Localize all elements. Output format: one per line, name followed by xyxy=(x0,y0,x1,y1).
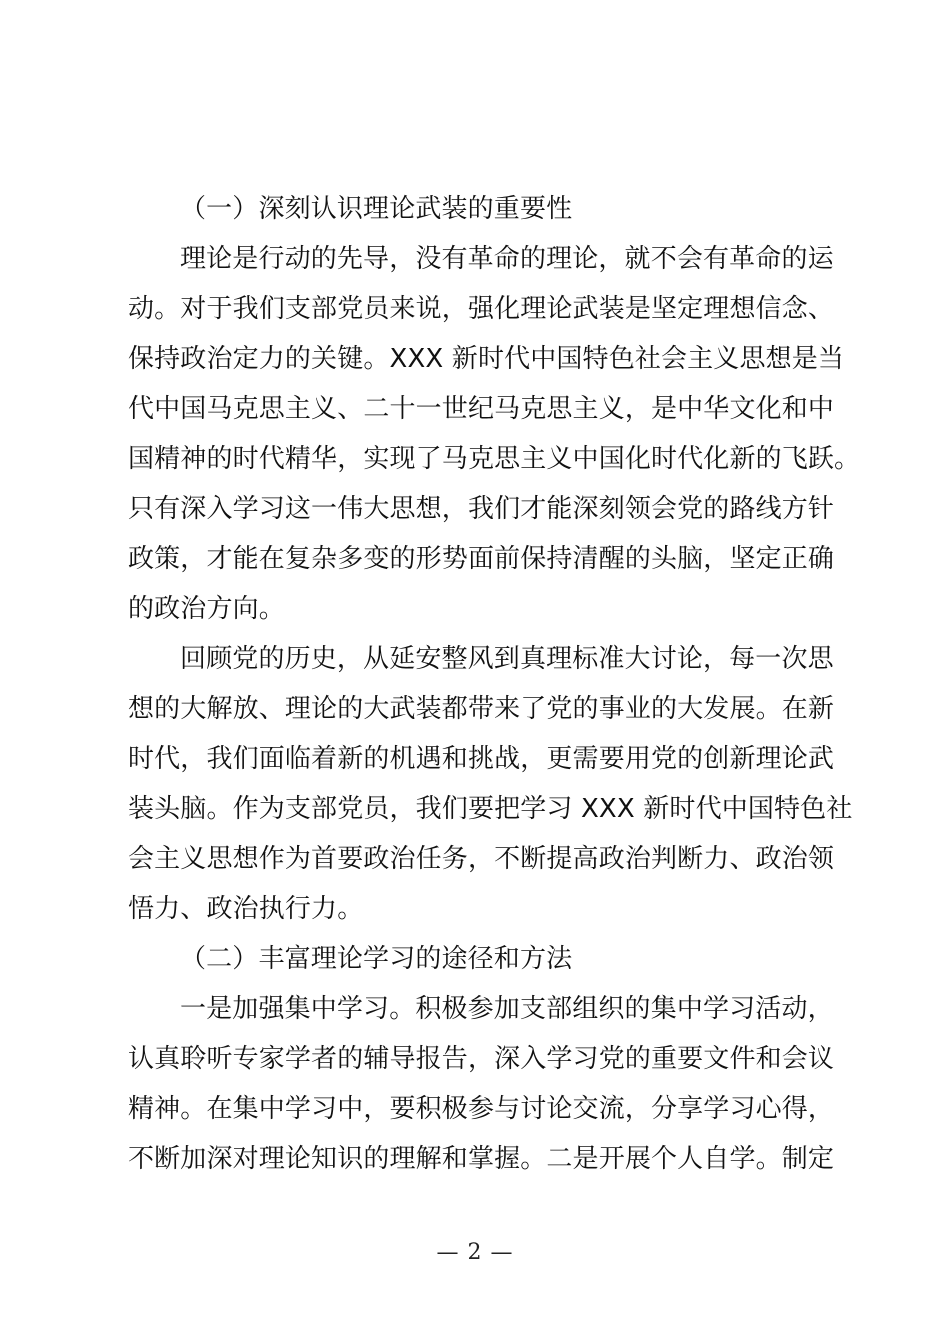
section-heading-1: （一）深刻认识理论武装的重要性 xyxy=(180,194,573,224)
paragraph-1-line-7: 政策，才能在复杂多变的形势面前保持清醒的头脑，坚定正确 xyxy=(128,544,835,574)
paragraph-2-line-6: 悟力、政治执行力。 xyxy=(128,894,364,924)
paragraph-1-line-3: 保持政治定力的关键。XXX 新时代中国特色社会主义思想是当 xyxy=(128,344,845,374)
section-heading-2: （二）丰富理论学习的途径和方法 xyxy=(180,944,573,974)
paragraph-1-line-4: 代中国马克思主义、二十一世纪马克思主义，是中华文化和中 xyxy=(128,394,835,424)
paragraph-3-line-2: 认真聆听专家学者的辅导报告，深入学习党的重要文件和会议 xyxy=(128,1044,835,1074)
paragraph-2-line-2: 想的大解放、理论的大武装都带来了党的事业的大发展。在新 xyxy=(128,694,835,724)
paragraph-2-line-3: 时代，我们面临着新的机遇和挑战，更需要用党的创新理论武 xyxy=(128,744,835,774)
paragraph-3-line-4: 不断加深对理论知识的理解和掌握。二是开展个人自学。制定 xyxy=(128,1144,835,1174)
paragraph-1-line-6: 只有深入学习这一伟大思想，我们才能深刻领会党的路线方针 xyxy=(128,494,835,524)
paragraph-3-line-1: 一是加强集中学习。积极参加支部组织的集中学习活动， xyxy=(180,994,834,1024)
paragraph-2-line-1: 回顾党的历史，从延安整风到真理标准大讨论，每一次思 xyxy=(180,644,834,674)
paragraph-1-line-1: 理论是行动的先导，没有革命的理论，就不会有革命的运 xyxy=(180,244,834,274)
paragraph-1-line-8: 的政治方向。 xyxy=(128,594,285,624)
paragraph-3-line-3: 精神。在集中学习中，要积极参与讨论交流，分享学习心得， xyxy=(128,1094,835,1124)
paragraph-2-line-5: 会主义思想作为首要政治任务，不断提高政治判断力、政治领 xyxy=(128,844,835,874)
page-number: — 2 — xyxy=(436,1240,514,1265)
paragraph-1-line-2: 动。对于我们支部党员来说，强化理论武装是坚定理想信念、 xyxy=(128,294,835,324)
paragraph-2-line-4: 装头脑。作为支部党员，我们要把学习 XXX 新时代中国特色社 xyxy=(128,794,853,824)
body-text xyxy=(128,184,861,1184)
paragraph-1-line-5: 国精神的时代精华，实现了马克思主义中国化时代化新的飞跃。 xyxy=(128,444,861,474)
